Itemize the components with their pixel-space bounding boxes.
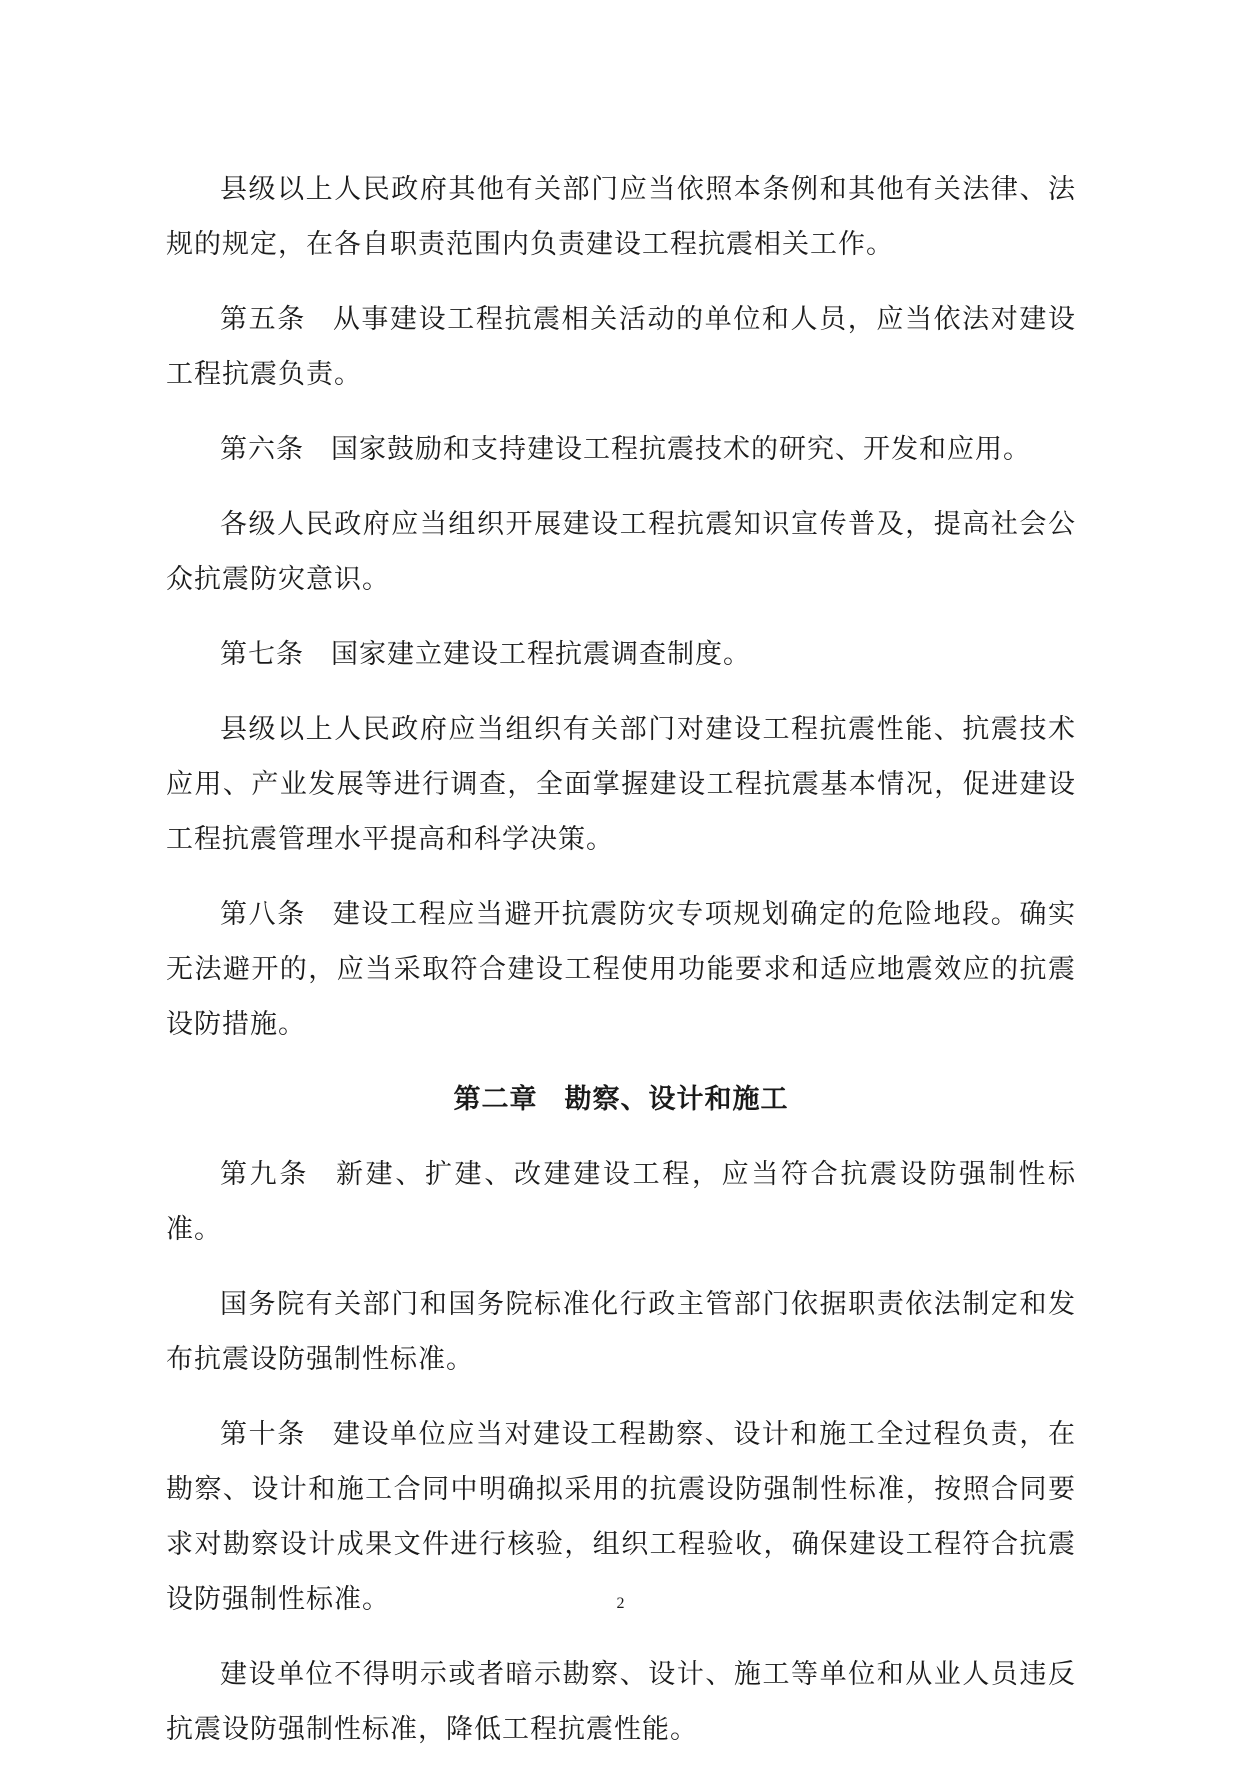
article-number: 第七条 <box>220 639 304 670</box>
paragraph-article-8 <box>166 887 1076 1052</box>
paragraph-text: 从事建设工程抗震相关活动的单位和人员，应当依法对建设工程抗震负责。 <box>166 304 1077 390</box>
paragraph <box>166 1647 1076 1757</box>
paragraph <box>166 497 1076 607</box>
paragraph-article-6 <box>166 422 1076 477</box>
article-number: 第六条 <box>220 434 304 465</box>
paragraph-article-9 <box>166 1147 1076 1257</box>
paragraph <box>166 162 1076 272</box>
paragraph <box>166 702 1076 867</box>
paragraph-article-7 <box>166 627 1076 682</box>
article-number: 第十条 <box>220 1419 306 1450</box>
paragraph-text: 建设工程应当避开抗震防灾专项规划确定的危险地段。确实无法避开的，应当采取符合建设工程使用功能要求和适应地震效应的抗震设防措施。 <box>166 899 1077 1040</box>
chapter-title: 勘察、设计和施工 <box>564 1084 789 1115</box>
article-number: 第八条 <box>220 899 306 930</box>
page-number: 2 <box>616 1595 625 1612</box>
article-number: 第九条 <box>220 1159 309 1190</box>
paragraph-text: 县级以上人民政府应当组织有关部门对建设工程抗震性能、抗震技术应用、产业发展等进行调查，全面掌握建设工程抗震基本情况，促进建设工程抗震管理水平提高和科学决策。 <box>166 714 1076 855</box>
paragraph <box>166 1277 1076 1387</box>
chapter-heading <box>166 1072 1076 1127</box>
paragraph-article-5 <box>166 292 1076 402</box>
paragraph-text: 新建、扩建、改建建设工程，应当符合抗震设防强制性标准。 <box>166 1159 1076 1245</box>
paragraph-text: 建设单位不得明示或者暗示勘察、设计、施工等单位和从业人员违反抗震设防强制性标准，降低工程抗震性能。 <box>166 1659 1076 1745</box>
paragraph-text: 县级以上人民政府其他有关部门应当依照本条例和其他有关法律、法规的规定，在各自职责范围内负责建设工程抗震相关工作。 <box>166 174 1076 260</box>
document-body <box>166 162 1076 1777</box>
paragraph-text: 建设单位应当对建设工程勘察、设计和施工全过程负责，在勘察、设计和施工合同中明确拟采用的抗震设防强制性标准，按照合同要求对勘察设计成果文件进行核验，组织工程验收，确保建设工程符合抗震设防强制性标准。 <box>166 1419 1077 1615</box>
paragraph-article-10 <box>166 1407 1076 1627</box>
paragraph-text: 各级人民政府应当组织开展建设工程抗震知识宣传普及，提高社会公众抗震防灾意识。 <box>166 509 1076 595</box>
article-number: 第五条 <box>220 304 306 335</box>
paragraph-text: 国家鼓励和支持建设工程抗震技术的研究、开发和应用。 <box>331 434 1031 465</box>
paragraph-text: 国务院有关部门和国务院标准化行政主管部门依据职责依法制定和发布抗震设防强制性标准。 <box>166 1289 1076 1375</box>
paragraph-text: 国家建立建设工程抗震调查制度。 <box>331 639 751 670</box>
chapter-number: 第二章 <box>453 1084 538 1115</box>
